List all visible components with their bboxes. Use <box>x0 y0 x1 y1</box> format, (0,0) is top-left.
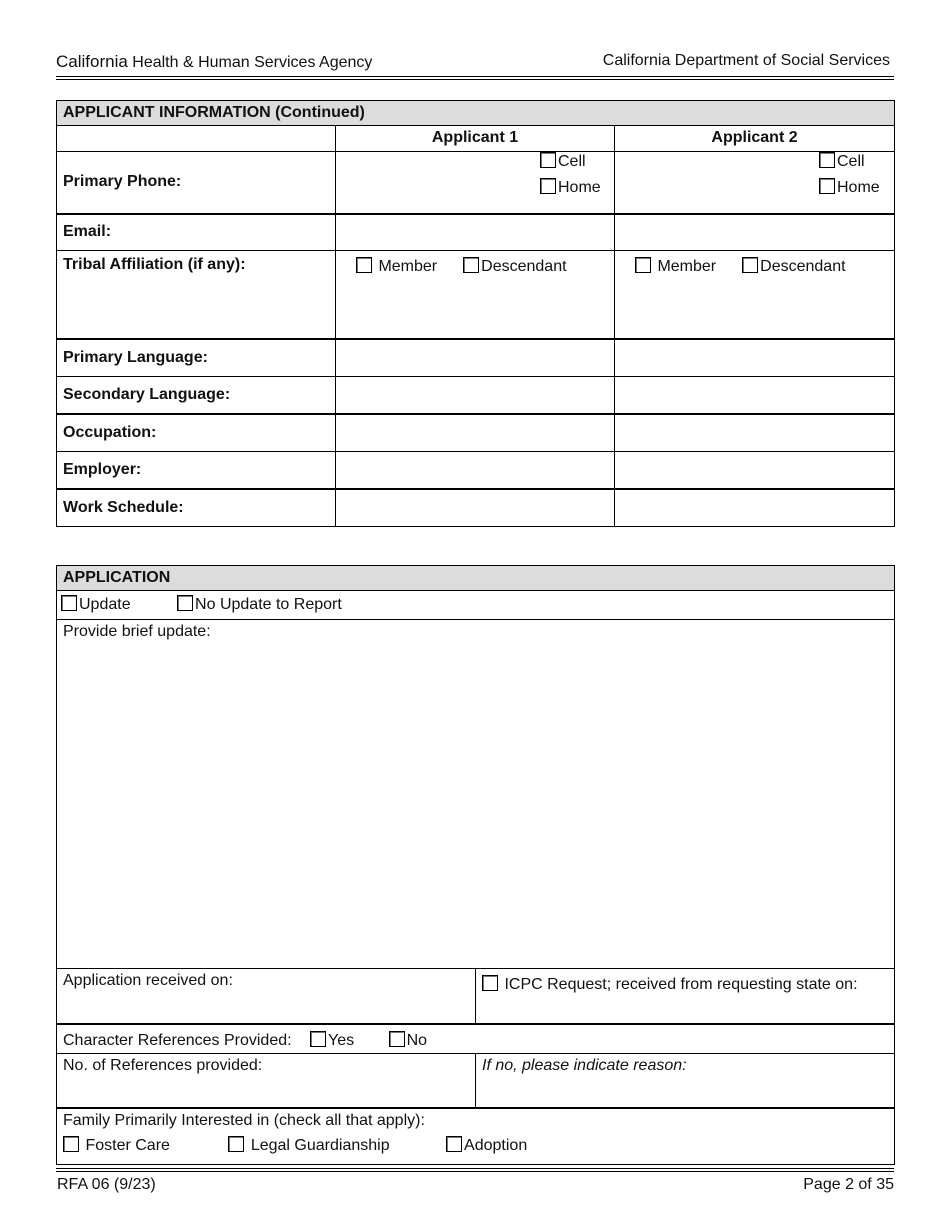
adoption-checkbox[interactable] <box>446 1136 462 1152</box>
no-update-label: No Update to Report <box>195 596 342 613</box>
applicant-1-primary-language-field[interactable] <box>336 339 615 377</box>
applicant-2-descendant-checkbox[interactable] <box>742 257 758 273</box>
applicant-1-work-schedule-field[interactable] <box>336 489 615 527</box>
references-yes-checkbox[interactable] <box>310 1031 326 1047</box>
header-rule-2 <box>56 79 894 80</box>
applicant-1-employer-field[interactable] <box>336 452 615 489</box>
primary-phone-label: Primary Phone: <box>57 152 336 214</box>
applicant-2-tribal-field[interactable]: Member Descendant <box>615 251 895 339</box>
applicant-1-descendant-checkbox[interactable] <box>463 257 479 273</box>
adoption-label: Adoption <box>464 1137 528 1154</box>
legal-guardianship-checkbox[interactable] <box>228 1136 244 1152</box>
applicant-2-cell-checkbox[interactable] <box>819 152 835 168</box>
applicant-1-cell-checkbox[interactable] <box>540 152 556 168</box>
applicant-2-home-checkbox[interactable] <box>819 178 835 194</box>
character-references-label: Character References Provided: <box>63 1031 292 1049</box>
email-label: Email: <box>57 214 336 251</box>
references-no-checkbox[interactable] <box>389 1031 405 1047</box>
applicant-2-member-checkbox[interactable] <box>635 257 651 273</box>
number-of-references-field[interactable] <box>57 1053 476 1108</box>
no-reason-field[interactable] <box>476 1053 895 1108</box>
update-checkbox[interactable] <box>61 595 77 611</box>
update-options-row <box>57 591 895 620</box>
work-schedule-label: Work Schedule: <box>57 489 336 527</box>
family-interest-label: Family Primarily Interested in (check all that apply): <box>63 1112 425 1129</box>
brief-update-field[interactable] <box>57 620 895 969</box>
received-on-label: Application received on: <box>63 972 233 989</box>
character-references-row <box>57 1024 895 1054</box>
applicant-2-secondary-language-field[interactable] <box>615 377 895 414</box>
employer-label: Employer: <box>57 452 336 489</box>
applicant-2-phone-field[interactable]: Cell Home <box>615 152 895 214</box>
tribal-affiliation-label: Tribal Affiliation (if any): <box>57 251 336 339</box>
header-department: California Department of Social Services <box>602 52 890 69</box>
footer-rule <box>56 1168 894 1169</box>
update-label: Update <box>79 596 131 613</box>
received-on-field[interactable] <box>57 969 476 1024</box>
references-no-label: No <box>406 1031 428 1049</box>
blank-header-cell <box>57 126 336 152</box>
applicant-2-work-schedule-field[interactable] <box>615 489 895 527</box>
form-id: RFA 06 (9/23) <box>57 1176 156 1193</box>
applicant-2-primary-language-field[interactable] <box>615 339 895 377</box>
icpc-request-label: ICPC Request; received from requesting state on: <box>504 976 858 993</box>
applicant-2-employer-field[interactable] <box>615 452 895 489</box>
number-of-references-label: No. of References provided: <box>63 1056 263 1074</box>
foster-care-checkbox[interactable] <box>63 1136 79 1152</box>
applicant-1-tribal-field[interactable]: Member Descendant <box>336 251 615 339</box>
header-agency: California Health & Human Services Agency <box>56 52 373 71</box>
applicant-1-secondary-language-field[interactable] <box>336 377 615 414</box>
applicant-2-email-field[interactable] <box>615 214 895 251</box>
applicant-1-phone-field[interactable]: Cell Home <box>336 152 615 214</box>
applicant-1-email-field[interactable] <box>336 214 615 251</box>
no-update-checkbox[interactable] <box>177 595 193 611</box>
brief-update-label: Provide brief update: <box>63 623 211 640</box>
no-reason-label: If no, please indicate reason: <box>482 1056 687 1074</box>
secondary-language-label: Secondary Language: <box>57 377 336 414</box>
applicant-2-occupation-field[interactable] <box>615 414 895 452</box>
icpc-request-field[interactable] <box>476 969 895 1024</box>
legal-guardianship-label: Legal Guardianship <box>250 1137 390 1154</box>
references-yes-label: Yes <box>328 1031 355 1049</box>
primary-language-label: Primary Language: <box>57 339 336 377</box>
applicant-1-home-checkbox[interactable] <box>540 178 556 194</box>
header-rule <box>56 76 894 77</box>
applicant-info-table <box>56 100 895 527</box>
foster-care-label: Foster Care <box>85 1137 170 1154</box>
application-heading: APPLICATION <box>57 566 895 591</box>
applicant-info-heading: APPLICANT INFORMATION (Continued) <box>57 101 895 126</box>
applicant-1-member-checkbox[interactable] <box>356 257 372 273</box>
application-table <box>56 565 895 1165</box>
applicant-1-heading: Applicant 1 <box>336 126 615 152</box>
occupation-label: Occupation: <box>57 414 336 452</box>
footer-rule-2 <box>56 1171 894 1172</box>
family-interest-row <box>57 1108 895 1164</box>
applicant-2-heading: Applicant 2 <box>615 126 895 152</box>
icpc-request-checkbox[interactable] <box>482 975 498 991</box>
page-number: Page 2 of 35 <box>803 1176 894 1193</box>
applicant-1-occupation-field[interactable] <box>336 414 615 452</box>
